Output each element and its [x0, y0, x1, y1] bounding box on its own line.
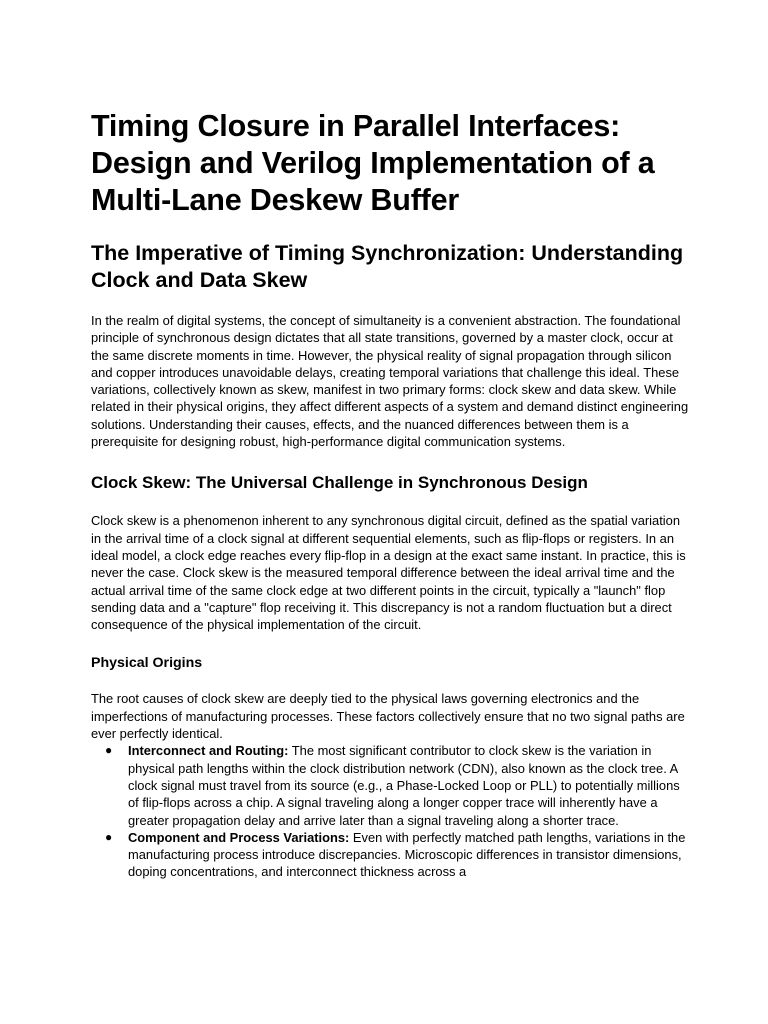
list-item-process-variations: [91, 829, 691, 881]
physical-origins-list: [91, 742, 691, 880]
physical-origins-paragraph: The root causes of clock skew are deeply tied to the physical laws governing electronics and the imperfections of manufacturing processes. These factors collectively ensure that no two signal paths are ever perfectly identical.: [91, 691, 685, 742]
list-item-lead: Component and Process Variations:: [128, 829, 350, 845]
document-page: [91, 108, 691, 881]
list-item-interconnect-routing: [91, 742, 691, 828]
intro-paragraph: In the realm of digital systems, the concept of simultaneity is a convenient abstraction. The foundational principle of synchronous design dictates that all state transitions, governed by a master clock, occur at the same discrete moments in time. However, the physical reality of signal propagation through silicon and copper introduces unavoidable delays, creating temporal variations that challenge this ideal. These variations, collectively known as skew, manifest in two primary forms: clock skew and data skew. While related in their physical origins, they affect different aspects of a system and demand distinct engineering solutions. Understanding their causes, effects, and the nuanced differences between them is a prerequisite for designing robust, high-performance digital communication systems.: [91, 313, 689, 450]
list-item-text: Even with perfectly matched path lengths, variations in the manufacturing process introduce discrepancies. Microscopic differences in transistor dimensions, doping concentrations, and interconnect thickness across a: [128, 829, 686, 880]
heading-physical-origins: Physical Origins: [91, 655, 203, 672]
bullet-marker: ●: [105, 829, 113, 844]
document-title: Timing Closure in Parallel Interfaces: Design and Verilog Implementation of a Multi-Lane Deskew Buffer: [91, 109, 655, 217]
list-item-lead: Interconnect and Routing:: [128, 743, 289, 759]
subheading-clock-skew: Clock Skew: The Universal Challenge in Synchronous Design: [91, 473, 588, 493]
section-heading-timing-synchronization: The Imperative of Timing Synchronization: Understanding Clock and Data Skew: [91, 241, 684, 292]
list-item-text: The most significant contributor to clock skew is the variation in physical path lengths within the clock distribution network (CDN), also known as the clock tree. A clock signal must travel from its source (e.g., a Phase-Locked Loop or PLL) to potentially millions of flip-flops across a chip. A signal traveling along a longer copper trace will inherently have a greater propagation delay and arrive later than a signal traveling along a shorter trace.: [128, 743, 680, 828]
bullet-marker: ●: [105, 743, 113, 758]
clock-skew-paragraph: Clock skew is a phenomenon inherent to any synchronous digital circuit, defined as the spatial variation in the arrival time of a clock signal at different sequential elements, such as flip-flops or registers. In an ideal model, a clock edge reaches every flip-flop in a design at the exact same instant. In practice, this is never the case. Clock skew is the measured temporal difference between the ideal arrival time and the actual arrival time of the same clock edge at two different points in the circuit, typically a "launch" flop sending data and a "capture" flop receiving it. This discrepancy is not a random fluctuation but a direct consequence of the physical implementation of the circuit.: [91, 513, 686, 633]
